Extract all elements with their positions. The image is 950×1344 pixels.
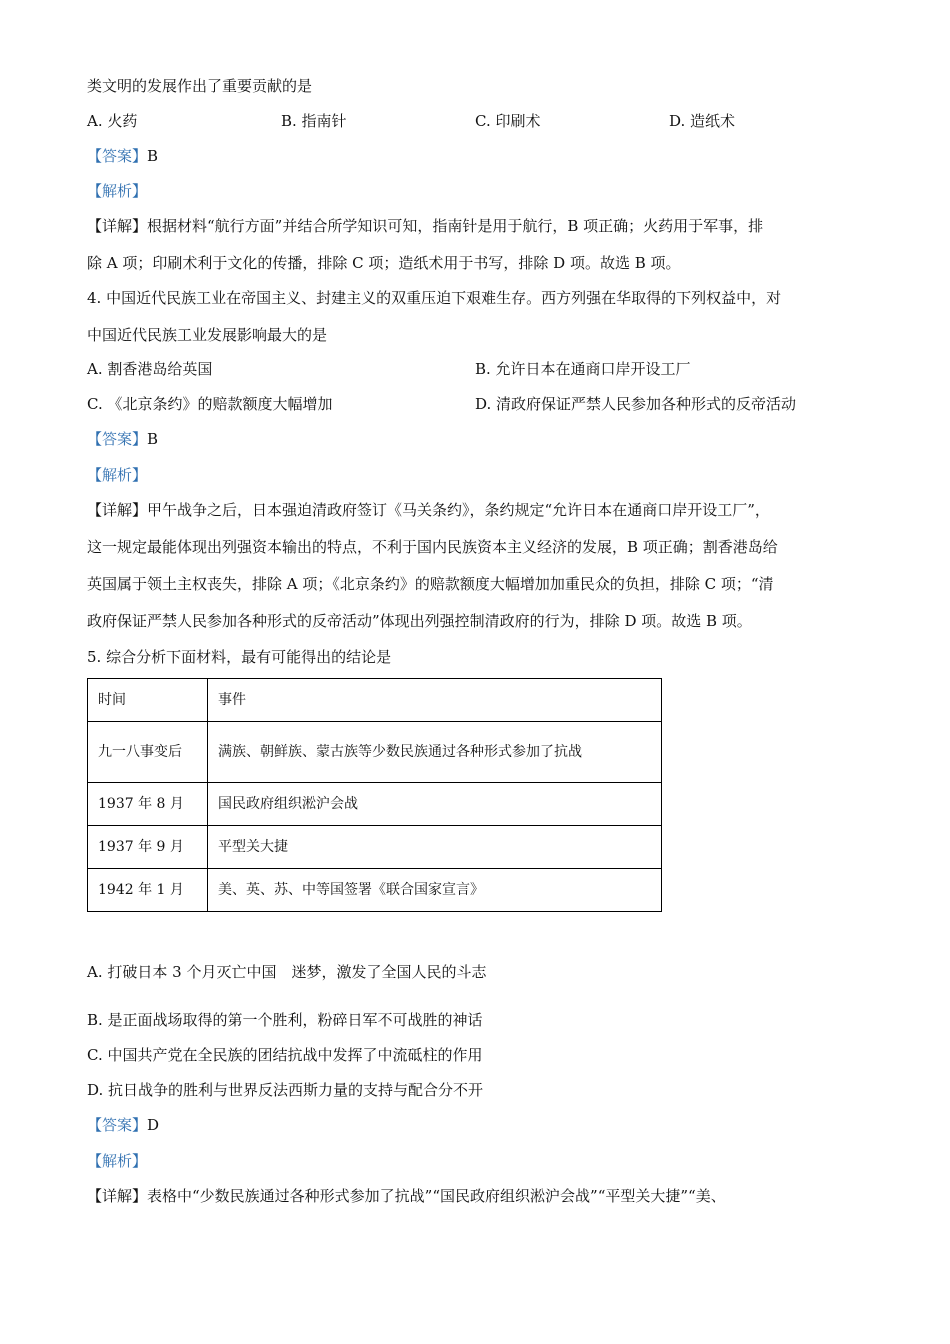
table-header-event: 事件 <box>208 679 662 722</box>
table-cell-time: 1937 年 9 月 <box>88 826 208 869</box>
q3-option-a: A. 火药 <box>87 112 138 130</box>
table-cell-event: 国民政府组织淞沪会战 <box>208 783 662 826</box>
q3-stem-end: 类文明的发展作出了重要贡献的是 <box>87 77 313 95</box>
detail-tag: 【详解】 <box>87 1187 148 1205</box>
q4-option-a: A. 割香港岛给英国 <box>87 360 213 378</box>
q5-stem: 5. 综合分析下面材料，最有可能得出的结论是 <box>87 648 392 666</box>
q5-answer-line <box>87 1115 159 1135</box>
answer-tag: 【答案】 <box>87 430 148 448</box>
q4-detail-line-4: 政府保证严禁人民参加各种形式的反帝活动”体现出列强控制清政府的行为，排除 D 项。故选 B 项。 <box>87 612 752 630</box>
q4-answer: B <box>147 430 159 448</box>
q3-option-b: B. 指南针 <box>281 112 347 130</box>
q5-detail-line-1 <box>87 1186 726 1206</box>
q3-option-c: C. 印刷术 <box>475 112 541 130</box>
q4-detail-line-3: 英国属于领土主权丧失，排除 A 项；《北京条约》的赔款额度大幅增加加重民众的负担，排除 C 项；“清 <box>87 575 774 593</box>
q4-stem-line-2: 中国近代民族工业发展影响最大的是 <box>87 326 328 344</box>
q4-detail-line-1 <box>87 500 770 520</box>
table-row <box>88 783 662 826</box>
table-cell-time: 1942 年 1 月 <box>88 869 208 912</box>
table-cell-time: 九一八事变后 <box>88 722 208 783</box>
detail-text: 根据材料“航行方面”并结合所学知识可知，指南针是用于航行，B 项正确；火药用于军事，排 <box>147 217 764 235</box>
detail-tag: 【详解】 <box>87 501 148 519</box>
answer-tag: 【答案】 <box>87 147 148 165</box>
q4-option-b: B. 允许日本在通商口岸开设工厂 <box>475 360 691 378</box>
q3-answer-line <box>87 146 158 166</box>
q5-answer: D <box>147 1116 160 1134</box>
q5-events-table <box>87 678 662 912</box>
q4-stem-line-1: 4. 中国近代民族工业在帝国主义、封建主义的双重压迫下艰难生存。西方列强在华取得的下列权益中，对 <box>87 289 782 307</box>
q3-detail-line-1 <box>87 216 763 236</box>
q4-detail-line-2: 这一规定最能体现出列强资本输出的特点，不利于国内民族资本主义经济的发展，B 项正确；割香港岛给 <box>87 538 778 556</box>
q3-detail-line-2: 除 A 项；印刷术利于文化的传播，排除 C 项；造纸术用于书写，排除 D 项。故选 B 项。 <box>87 254 681 272</box>
q4-option-d: D. 清政府保证严禁人民参加各种形式的反帝活动 <box>475 395 797 413</box>
q5-option-d: D. 抗日战争的胜利与世界反法西斯力量的支持与配合分不开 <box>87 1081 484 1099</box>
answer-tag: 【答案】 <box>87 1116 148 1134</box>
table-header-row <box>88 679 662 722</box>
q4-option-c: C. 《北京条约》的赔款额度大幅增加 <box>87 395 333 413</box>
table-cell-event: 平型关大捷 <box>208 826 662 869</box>
detail-text: 甲午战争之后，日本强迫清政府签订《马关条约》，条约规定“允许日本在通商口岸开设工厂”， <box>147 501 770 519</box>
q5-option-b: B. 是正面战场取得的第一个胜利，粉碎日军不可战胜的神话 <box>87 1011 483 1029</box>
q5-option-a: A. 打破日本 3 个月灭亡中国 迷梦，激发了全国人民的斗志 <box>87 963 487 981</box>
table-cell-event: 美、英、苏、中等国签署《联合国家宣言》 <box>208 869 662 912</box>
q4-answer-line <box>87 429 158 449</box>
q3-analysis-tag: 【解析】 <box>87 182 148 200</box>
q3-answer: B <box>147 147 159 165</box>
table-cell-time: 1937 年 8 月 <box>88 783 208 826</box>
table-header-time: 时间 <box>88 679 208 722</box>
table-row <box>88 869 662 912</box>
q4-analysis-tag: 【解析】 <box>87 466 148 484</box>
detail-text: 表格中“少数民族通过各种形式参加了抗战”“国民政府组织淞沪会战”“平型关大捷”“美、 <box>147 1187 726 1205</box>
table-row <box>88 826 662 869</box>
q5-option-c: C. 中国共产党在全民族的团结抗战中发挥了中流砥柱的作用 <box>87 1046 483 1064</box>
table-row <box>88 722 662 783</box>
table-cell-event: 满族、朝鲜族、蒙古族等少数民族通过各种形式参加了抗战 <box>208 722 662 783</box>
q3-option-d: D. 造纸术 <box>669 112 736 130</box>
q5-analysis-tag: 【解析】 <box>87 1152 148 1170</box>
detail-tag: 【详解】 <box>87 217 148 235</box>
